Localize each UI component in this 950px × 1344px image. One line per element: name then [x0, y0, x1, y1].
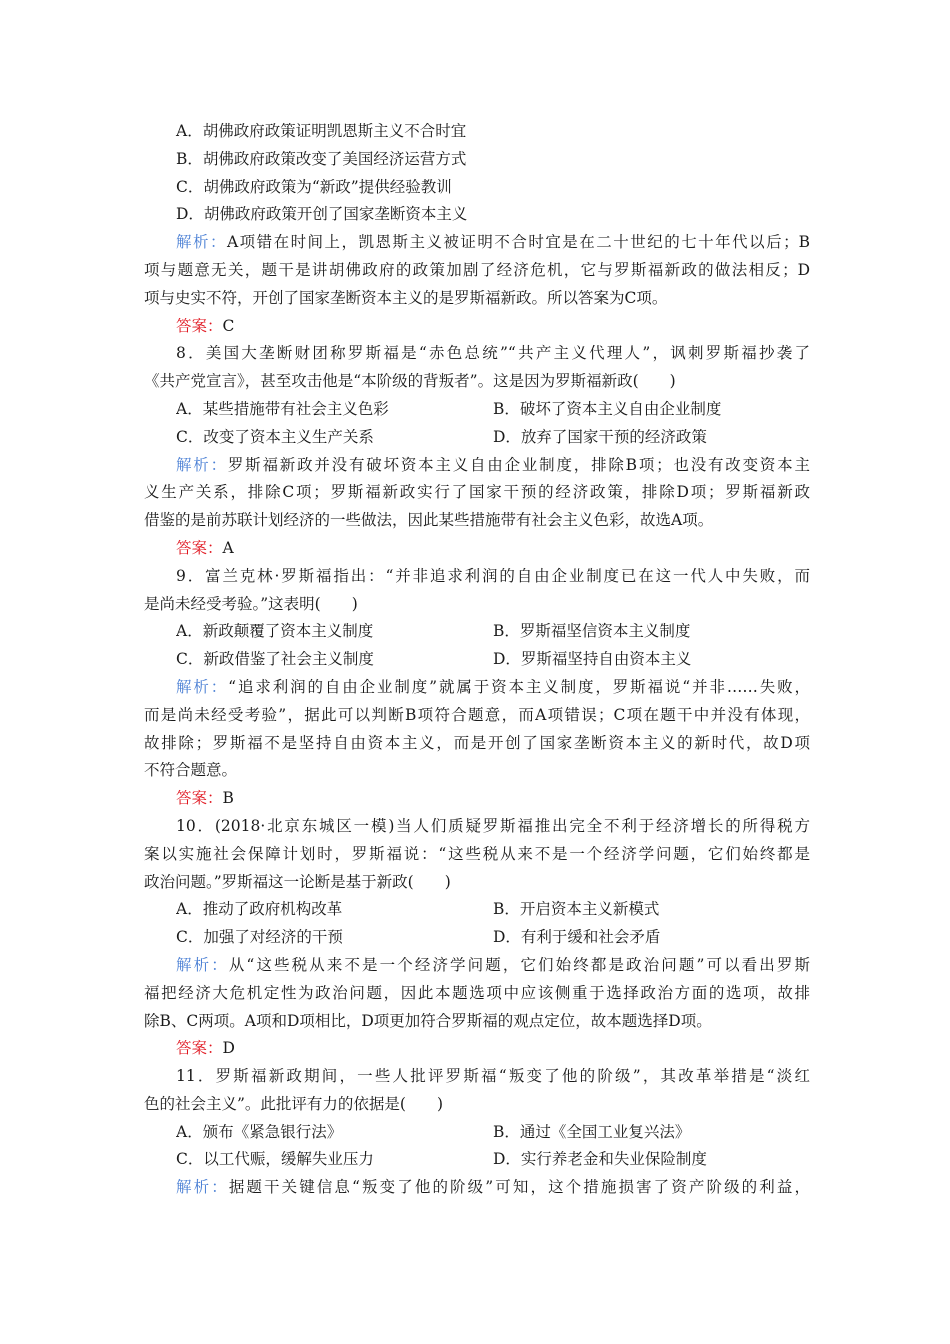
answer-label: 答案：	[176, 1039, 223, 1058]
options-row	[144, 646, 810, 674]
analysis-line: 解析：从“这些税从来不是一个经济学问题，它们始终都是政治问题”可以看出罗斯	[176, 955, 810, 974]
option-b: B．通过《全国工业复兴法》	[493, 1122, 691, 1141]
question-stem: 政治问题。”罗斯福这一论断是基于新政( )	[144, 872, 451, 891]
analysis-line: 解析：罗斯福新政并没有破坏资本主义自由企业制度，排除B项；也没有改变资本主	[176, 455, 810, 474]
answer-line	[144, 535, 810, 563]
analysis-label: 解析：	[176, 955, 229, 974]
option-c: C．加强了对经济的干预	[176, 928, 343, 947]
analysis-line: 故排除；罗斯福不是坚持自由资本主义，而是开创了国家垄断资本主义的新时代，故D项	[144, 733, 810, 752]
analysis-line: 借鉴的是前苏联计划经济的一些做法，因此某些措施带有社会主义色彩，故选A项。	[144, 511, 714, 530]
option-c: C．胡佛政府政策为“新政”提供经验教训	[176, 177, 452, 196]
option-d: D．罗斯福坚持自由资本主义	[493, 650, 692, 669]
options-row	[144, 424, 810, 452]
answer-value: C	[222, 316, 235, 335]
question-11	[144, 1063, 810, 1202]
option-c: C．改变了资本主义生产关系	[176, 427, 374, 446]
question-9	[144, 563, 810, 813]
answer-line	[144, 313, 810, 341]
options-row	[144, 924, 810, 952]
analysis-label: 解析：	[176, 455, 228, 474]
options-row	[144, 1146, 810, 1174]
question-stem: 8．美国大垄断财团称罗斯福是“赤色总统”“共产主义代理人”，讽刺罗斯福抄袭了	[176, 344, 810, 363]
answer-label: 答案：	[176, 316, 223, 335]
option-d: D．有利于缓和社会矛盾	[493, 928, 661, 947]
answer-label: 答案：	[176, 789, 223, 808]
analysis-label: 解析：	[176, 677, 229, 696]
answer-value: D	[222, 1039, 235, 1058]
analysis-line: 不符合题意。	[144, 761, 238, 780]
analysis-line: 解析：A项错在时间上，凯恩斯主义被证明不合时宜是在二十世纪的七十年代以后；B	[176, 233, 810, 252]
answer-line	[144, 1035, 810, 1063]
analysis-label: 解析：	[176, 1178, 229, 1197]
analysis-line: 义生产关系，排除C项；罗斯福新政实行了国家干预的经济政策，排除D项；罗斯福新政	[144, 483, 810, 502]
analysis-label: 解析：	[176, 233, 227, 252]
answer-line	[144, 785, 810, 813]
question-8	[144, 340, 810, 562]
option-a: A．颁布《紧急银行法》	[176, 1122, 343, 1141]
answer-value: A	[222, 538, 234, 557]
option-d: D．放弃了国家干预的经济政策	[493, 427, 707, 446]
question-10	[144, 813, 810, 1063]
option-b: B．开启资本主义新模式	[493, 900, 660, 919]
option-d: D．胡佛政府政策开创了国家垄断资本主义	[176, 205, 468, 224]
option-b: B．罗斯福坚信资本主义制度	[493, 622, 691, 641]
options-row	[144, 618, 810, 646]
option-d: D．实行养老金和失业保险制度	[493, 1150, 707, 1169]
answer-value: B	[222, 789, 234, 808]
analysis-line: 福把经济大危机定性为政治问题，因此本题选项中应该侧重于选择政治方面的选项，故排	[144, 983, 810, 1002]
option-c: C．以工代赈，缓解失业压力	[176, 1150, 374, 1169]
option-a: A．推动了政府机构改革	[176, 900, 343, 919]
analysis-line: 解析：据题干关键信息“叛变了他的阶级”可知，这个措施损害了资产阶级的利益，	[176, 1178, 810, 1197]
option-a: A．某些措施带有社会主义色彩	[176, 399, 389, 418]
question-stem: 《共产党宣言》，甚至攻击他是“本阶级的背叛者”。这是因为罗斯福新政( )	[144, 372, 676, 391]
analysis-line: 而是尚未经受考验”，据此可以判断B项符合题意，而A项错误；C项在题干中并没有体现，	[144, 705, 810, 724]
answer-label: 答案：	[176, 538, 223, 557]
option-b: B．破坏了资本主义自由企业制度	[493, 399, 722, 418]
question-stem: 色的社会主义”。此批评有力的依据是( )	[144, 1094, 444, 1113]
question-7	[144, 118, 810, 340]
document-content	[144, 118, 810, 1202]
question-stem: 11．罗斯福新政期间，一些人批评罗斯福“叛变了他的阶级”，其改革举措是“淡红	[176, 1067, 810, 1086]
options-row	[144, 1119, 810, 1147]
options-row	[144, 896, 810, 924]
option-c: C．新政借鉴了社会主义制度	[176, 650, 374, 669]
analysis-line: 解析：“追求利润的自由企业制度”就属于资本主义制度，罗斯福说“并非……失败，	[176, 677, 810, 696]
option-a: A．胡佛政府政策证明凯恩斯主义不合时宜	[176, 122, 467, 140]
question-stem: 是尚未经受考验。”这表明( )	[144, 594, 358, 613]
options-row	[144, 396, 810, 424]
question-stem: 10．(2018·北京东城区一模)当人们质疑罗斯福推出完全不利于经济增长的所得税方	[176, 816, 810, 835]
analysis-line: 除B、C两项。A项和D项相比，D项更加符合罗斯福的观点定位，故本题选择D项。	[144, 1011, 712, 1030]
analysis-line: 项与史实不符，开创了国家垄断资本主义的是罗斯福新政。所以答案为C项。	[144, 288, 668, 307]
option-a: A．新政颠覆了资本主义制度	[176, 622, 374, 641]
analysis-line: 项与题意无关，题干是讲胡佛政府的政策加剧了经济危机，它与罗斯福新政的做法相反；D	[144, 260, 810, 279]
question-stem: 案以实施社会保障计划时，罗斯福说：“这些税从来不是一个经济学问题，它们始终都是	[144, 844, 810, 863]
option-b: B．胡佛政府政策改变了美国经济运营方式	[176, 149, 467, 168]
question-stem: 9．富兰克林·罗斯福指出：“并非追求利润的自由企业制度已在这一代人中失败，而	[176, 566, 810, 585]
